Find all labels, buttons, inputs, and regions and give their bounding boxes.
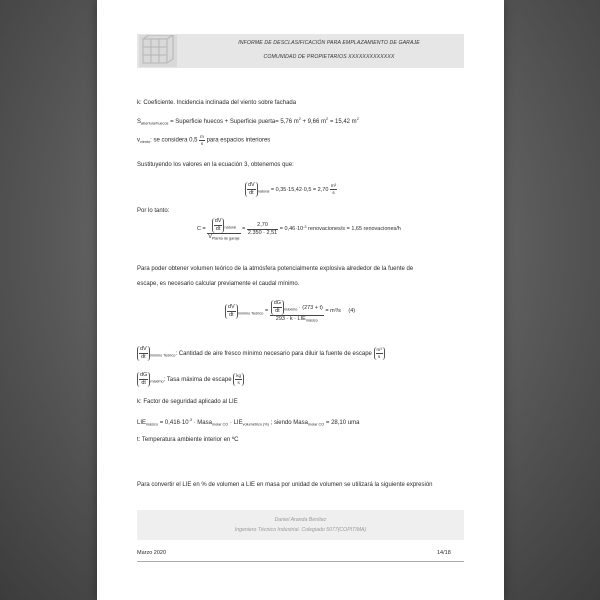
header-line-1: INFORME DE DESCLASIFICACIÓN PARA EMPLAZAMIENTO DE GARAJE (238, 40, 420, 46)
definition-dg-dt (137, 372, 244, 387)
d2-unit-den: s (237, 379, 240, 385)
footer-date: Marzo 2020 (137, 550, 167, 556)
eq2-left-den (207, 234, 240, 241)
eq2-result: = 0,46·10 (278, 226, 304, 233)
eq1-rest: = 0,35·15,42·0,5 = 2,70 (269, 186, 330, 193)
s-subscript: abertura/huecos (141, 121, 169, 126)
definition-k: k: Factor de seguridad aplicado al LIE (137, 399, 238, 405)
paragraph-lie-conversion: Para convertir el LIE en % de volumen a LIE en masa por unidad de volumen se utilizará la siguiente expresión (137, 482, 433, 488)
d2-den: dt (141, 379, 146, 386)
v-viento-line (137, 134, 270, 146)
eq1-sub: natural (257, 189, 270, 194)
eq2-v: V (208, 233, 212, 240)
eq3-top-factor: · (273 + t) (297, 304, 323, 311)
v-unit-num: m (200, 134, 204, 139)
eq1-unit-den: s (332, 189, 335, 195)
d4-d: · LIE (228, 420, 243, 426)
footer-rule (137, 561, 464, 562)
d1-num: dV (140, 346, 147, 352)
sq-3: 2 (356, 117, 359, 121)
document-page (97, 0, 504, 600)
d1-sub: mínimo Teórico (149, 353, 176, 358)
eq3-bottom-sub: másico (305, 318, 318, 323)
document-header (137, 34, 464, 68)
eq2-exp: -3 (303, 224, 307, 229)
footer-author: Daniel Aranda Benítez (274, 517, 327, 523)
eq3-top-sub: máximo (284, 307, 298, 312)
s-rest: = Superficie huecos + Superficie puerta= 5,76 m (168, 119, 299, 125)
eq3-den: dt (229, 312, 234, 318)
k-coefficient-text: k: Coeficiente. Incidencia inclinada del viento sobre fachada (137, 100, 297, 106)
eq1-paren (245, 182, 258, 197)
d2-unit-num: kg (236, 373, 241, 379)
footer-credentials: Ingeniero Técnico Industrial. Colegiado 5077(COPITIMA) (234, 527, 367, 533)
definition-t: t: Temperatura ambiente interior en ºC (137, 437, 239, 443)
eq3-main-frac (270, 300, 324, 323)
paragraph-atmosfera-1: Para poder obtener volumen teórico de la atmósfera potencialmente explosiva alrededor de la fuente de (137, 266, 414, 272)
d2-sub: máximo (150, 379, 164, 384)
d2-num: dG (140, 372, 148, 378)
d1-unit-den: s (378, 353, 381, 359)
v-rest: : se considera 0,5 (150, 137, 200, 144)
d4-exp: -3 (188, 418, 192, 422)
eq3-top-num: dG (273, 300, 282, 306)
footer-band (137, 510, 464, 540)
eq3-tag: (4) (348, 308, 356, 315)
eq2-end: renovaciones/s = 1,65 renovaciones/h (306, 226, 401, 233)
definition-lie (137, 418, 359, 428)
v-end: para espacios interiores (204, 137, 271, 144)
s-abertura-line (137, 117, 359, 127)
equation-renovaciones: C = $\frac{dV}{dt}$ $_{natural}$ $V_{Planta de garaje}$ = $\frac{2,70}{2.350 \cdot 2,51}$ = $0,46\cdot 10^{-3}$ renovaciones/s = 1,65 renovaciones/h (197, 218, 401, 241)
eq2-inner-den: dt (215, 225, 221, 232)
d4-e-sub: molar CO (307, 422, 325, 427)
d4-a: LIE (137, 420, 147, 426)
d1-text: : Cantidad de aire fresco mínimo necesario para diluir la fuente de escape (175, 350, 374, 357)
v-subscript: viento (140, 140, 151, 145)
d4-c: · Masa (191, 420, 212, 426)
d4-a-sub: másico (146, 422, 159, 427)
sq-1: 2 (298, 117, 301, 121)
eq2-v-sub: Planta de garaje (211, 236, 240, 241)
cube-grid-logo (139, 35, 177, 67)
equation-caudal-natural (245, 182, 337, 197)
eq3-eq: = (263, 308, 270, 315)
s-mid: + 9,66 m (300, 119, 327, 125)
definition-dv-dt (137, 346, 385, 361)
substitution-text: Sustituyendo los valores en la ecuación 3, obtenemos que: (137, 162, 294, 168)
d2-text: : Tasa máxima de escape (163, 376, 234, 383)
d4-e: ; siendo Masa (268, 420, 308, 426)
s-end: = 15,42 m (328, 119, 357, 125)
d1-unit-num: m³ (376, 347, 382, 353)
equation-caudal-minimo (225, 300, 355, 323)
eq2-left-frac (207, 218, 240, 241)
eq1-den: dt (249, 189, 254, 196)
eq2-mid-num: 2,70 (247, 222, 278, 230)
eq3-top-den: dt (275, 307, 280, 314)
v-symbol: v (137, 137, 140, 144)
d4-f: = 28,10 uma (324, 420, 360, 426)
d4-b: = 0,416·10 (158, 420, 189, 426)
page-number: 14/18 (437, 550, 451, 556)
eq2-c: C = (197, 226, 208, 233)
eq1-num: dV (248, 182, 255, 188)
eq3-bottom: 293 · k · LIE (275, 315, 306, 322)
eq3-num: dV (228, 304, 235, 311)
eq2-inner-sub: natural (224, 225, 237, 230)
eq3-sub: mínimo Teórico (237, 311, 264, 316)
eq3-unit: = m³/s (323, 308, 341, 315)
eq3-main-num (270, 300, 324, 316)
d4-d-sub: volumétrico (%) (242, 422, 269, 427)
paragraph-atmosfera-2: escape, es necesario calcular previamente el caudal mínimo. (137, 281, 300, 287)
d4-c-sub: molar CO (211, 422, 229, 427)
por-lo-tanto-text: Por lo tanto: (137, 208, 170, 214)
eq2-left-num (207, 218, 240, 234)
eq2-inner-num: dV (214, 218, 222, 224)
s-symbol: S (137, 119, 142, 125)
eq2-mid-frac (247, 222, 278, 237)
header-line-2: COMUNIDAD DE PROPIETARIOS XXXXXXXXXXXXX (263, 53, 395, 60)
header-title (209, 40, 449, 67)
eq3-main-den (270, 316, 324, 323)
d1-den: dt (141, 353, 146, 360)
eq1-unit-num: m³ (330, 183, 337, 189)
sq-2: 2 (326, 117, 329, 121)
eq2-mid-den: 2.350 · 2,51 (247, 230, 278, 236)
v-unit-den: s (200, 140, 204, 146)
